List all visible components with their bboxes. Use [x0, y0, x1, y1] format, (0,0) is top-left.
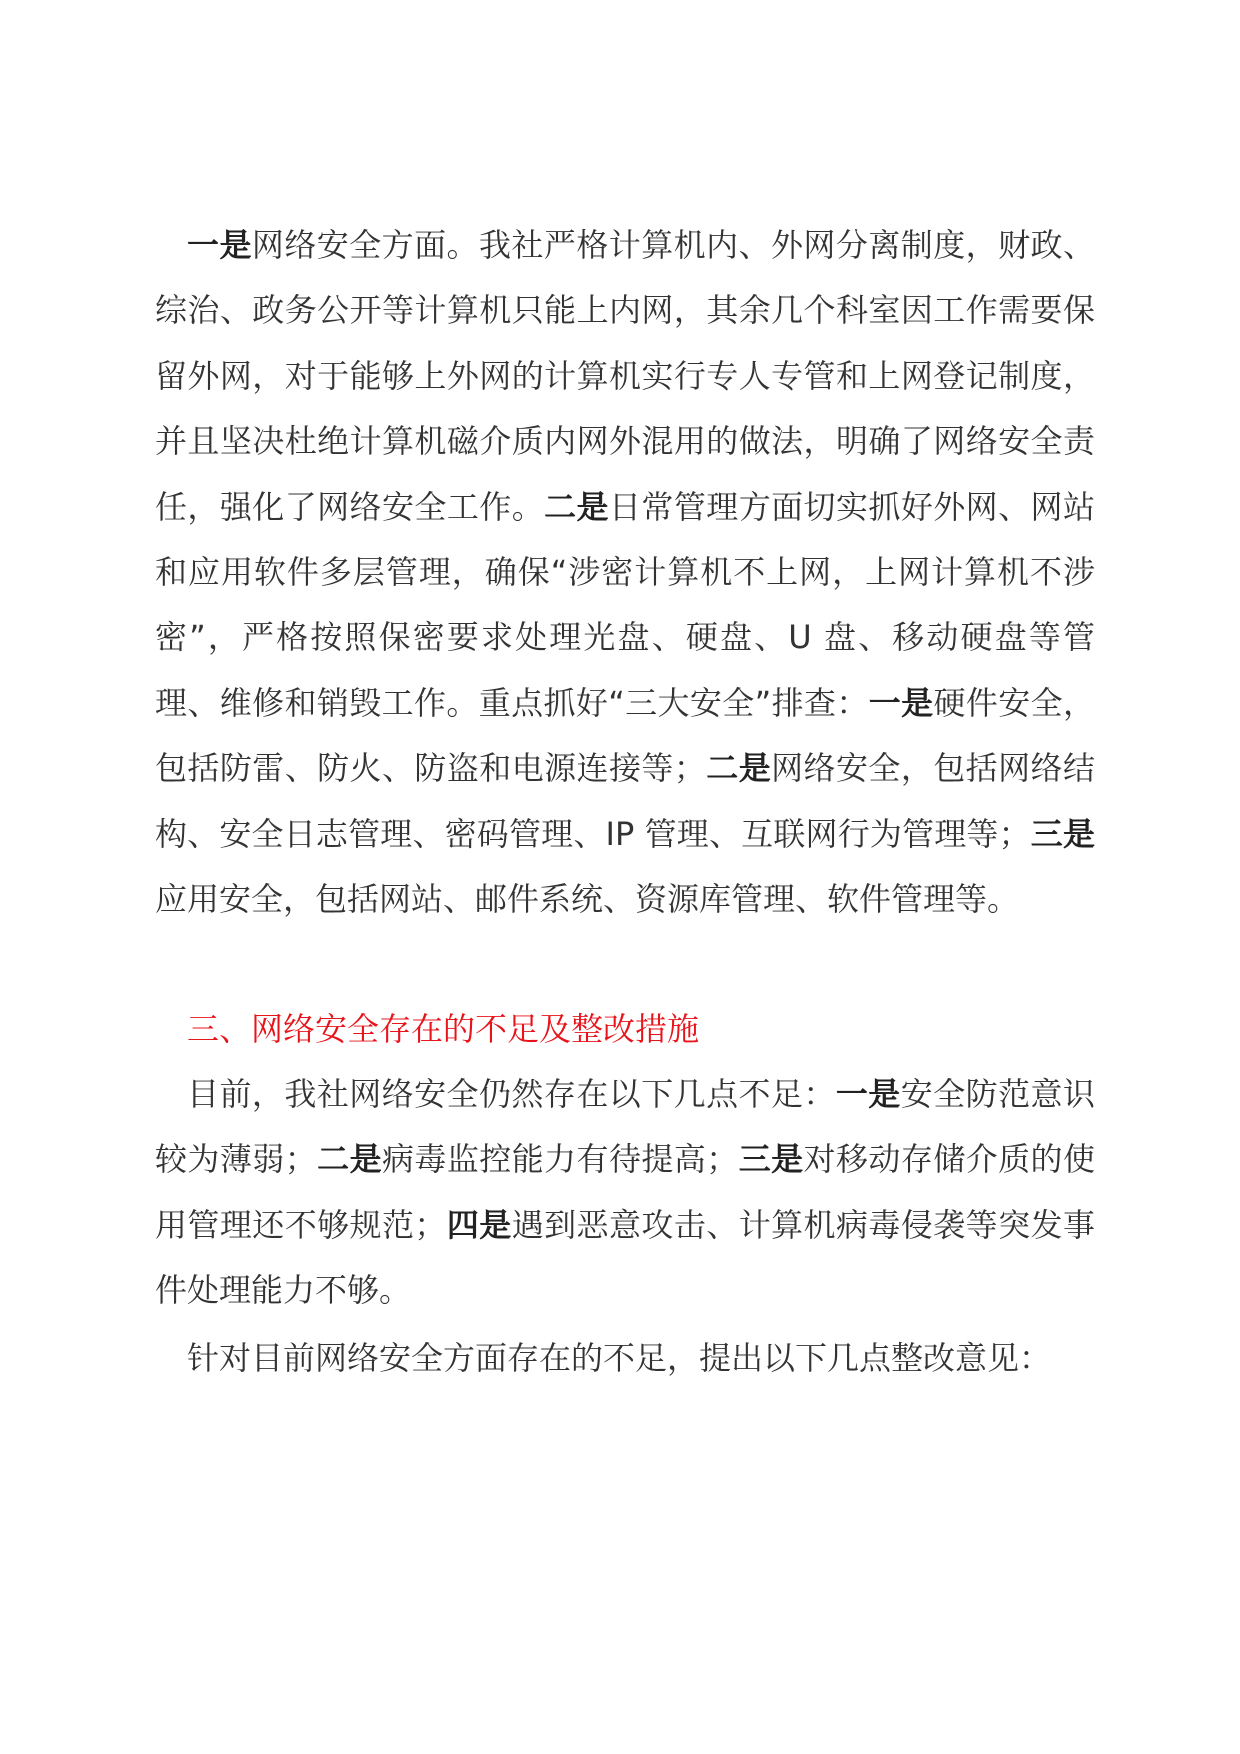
section-heading: 三、网络安全存在的不足及整改措施 — [187, 1010, 700, 1048]
bold-label: 二是 — [316, 1140, 382, 1179]
paragraph-text: 安全防范意识较为薄弱； — [155, 1075, 1095, 1179]
bold-label: 二是 — [705, 749, 772, 788]
paragraph-network-security — [155, 213, 1095, 932]
bold-label: 一是 — [868, 683, 934, 722]
paragraph-text: 遇到恶意攻击、计算机病毒侵袭等突发事件处理能力不够。 — [155, 1205, 1095, 1310]
bold-label: 一是 — [187, 226, 252, 264]
bold-label: 三是 — [1030, 814, 1095, 853]
paragraph-text: 日常管理方面切实抓好外网、网站和应用软件多层管理，确保“涉密计算机不上网，上网计算机不涉密”，严格按照保密要求处理光盘、硬盘、U 盘、移动硬盘等管理、维修和销毁工作。重点抓好“三大安全”排查： — [155, 487, 1095, 722]
bold-label: 三是 — [738, 1140, 804, 1179]
bold-label: 二是 — [544, 487, 609, 526]
bold-label: 四是 — [446, 1205, 512, 1244]
paragraph-rectification-intro — [155, 1326, 1095, 1391]
paragraph-text: 网络安全方面。我社严格计算机内、外网分离制度，财政、综治、政务公开等计算机只能上内网，其余几个科室因工作需要保留外网，对于能够上外网的计算机实行专人专管和上网登记制度，并且坚决杜绝计算机磁介质内网外混用的做法，明确了网络安全责任，强化了网络安全工作。 — [155, 226, 1095, 526]
paragraph-text: 硬件安全，包括防雷、防火、防盗和电源连接等； — [155, 683, 1095, 788]
paragraph-text: 针对目前网络安全方面存在的不足，提出以下几点整改意见： — [187, 1339, 1052, 1377]
paragraph-text: 应用安全，包括网站、邮件系统、资源库管理、软件管理等。 — [155, 880, 1020, 919]
paragraph-text: 对移动存储介质的使用管理还不够规范； — [155, 1140, 1095, 1244]
bold-label: 一是 — [835, 1075, 901, 1113]
paragraph-text: 网络安全，包括网络结构、安全日志管理、密码管理、IP 管理、互联网行为管理等； — [155, 749, 1095, 853]
paragraph-shortcomings — [155, 1062, 1095, 1324]
paragraph-text: 目前，我社网络安全仍然存在以下几点不足： — [187, 1075, 836, 1113]
paragraph-text: 病毒监控能力有待提高； — [382, 1140, 739, 1179]
